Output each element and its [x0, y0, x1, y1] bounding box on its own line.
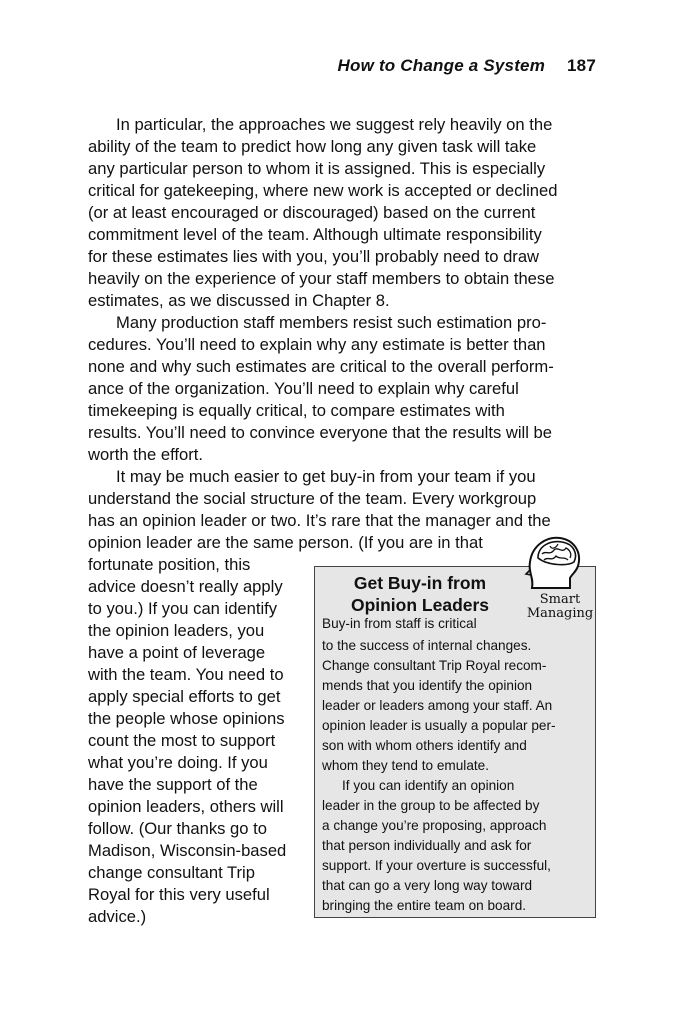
body-line: Royal for this very useful [88, 885, 270, 904]
body-line: count the most to support [88, 731, 276, 750]
body-line: none and why such estimates are critical to the overall perform- [88, 357, 554, 376]
sidebar-line: leader in the group to be affected by [322, 798, 540, 813]
running-title: How to Change a System [337, 56, 546, 75]
body-line: advice.) [88, 907, 147, 926]
body-line: to you.) If you can identify [88, 599, 278, 618]
body-line: ability of the team to predict how long any given task will take [88, 137, 537, 156]
body-line: have the support of the [88, 775, 258, 794]
sidebar-line: mends that you identify the opinion [322, 678, 533, 693]
sidebar-line: whom they tend to emulate. [322, 758, 489, 773]
body-line: opinion leader are the same person. (If you are in that [88, 533, 483, 552]
logo-text-line: Smart [539, 592, 581, 607]
body-line: cedures. You’ll need to explain why any estimate is better than [88, 335, 546, 354]
body-line: advice doesn’t really apply [88, 577, 283, 596]
smart-managing-logo [520, 593, 600, 621]
body-line: any particular person to whom it is assigned. This is especially [88, 159, 546, 178]
body-line: for these estimates lies with you, you’ll probably need to draw [88, 247, 540, 266]
sidebar-line: that person individually and ask for [322, 838, 532, 853]
body-line: have a point of leverage [88, 643, 266, 662]
body-line: with the team. You need to [88, 665, 284, 684]
head-with-brain-icon [524, 532, 584, 590]
body-line: the opinion leaders, you [88, 621, 265, 640]
body-line: understand the social structure of the team. Every workgroup [88, 489, 537, 508]
sidebar-line: bringing the entire team on board. [322, 898, 527, 913]
sidebar-line: Buy-in from staff is critical [322, 616, 477, 631]
body-line: estimates, as we discussed in Chapter 8. [88, 291, 390, 310]
body-line: what you’re doing. If you [88, 753, 268, 772]
body-line: critical for gatekeeping, where new work is accepted or declined [88, 181, 558, 200]
running-header [338, 56, 596, 76]
sidebar-line: support. If your overture is successful, [322, 858, 551, 873]
body-line: commitment level of the team. Although ultimate responsibility [88, 225, 542, 244]
sidebar-line: a change you’re proposing, approach [322, 818, 547, 833]
body-line: change consultant Trip [88, 863, 255, 882]
body-line: Many production staff members resist such estimation pro- [116, 313, 547, 332]
sidebar-line: Change consultant Trip Royal recom- [322, 658, 547, 673]
sidebar-line: If you can identify an opinion [342, 778, 515, 793]
body-line: It may be much easier to get buy-in from your team if you [116, 467, 536, 486]
body-line: results. You’ll need to convince everyone that the results will be [88, 423, 552, 442]
body-line: timekeeping is equally critical, to compare estimates with [88, 401, 505, 420]
body-line: the people whose opinions [88, 709, 285, 728]
body-line: In particular, the approaches we suggest rely heavily on the [116, 115, 553, 134]
body-line: apply special efforts to get [88, 687, 281, 706]
page-number: 187 [567, 56, 596, 75]
body-line: opinion leaders, others will [88, 797, 284, 816]
body-line: heavily on the experience of your staff members to obtain these [88, 269, 555, 288]
body-line: ance of the organization. You’ll need to explain why careful [88, 379, 519, 398]
sidebar-line: opinion leader is usually a popular per- [322, 718, 556, 733]
sidebar-line: that can go a very long way toward [322, 878, 533, 893]
sidebar-line: son with whom others identify and [322, 738, 527, 753]
sidebar-line: leader or leaders among your staff. An [322, 698, 553, 713]
sidebar-line: to the success of internal changes. [322, 638, 532, 653]
body-line: (or at least encouraged or discouraged) based on the current [88, 203, 536, 222]
body-line: follow. (Our thanks go to [88, 819, 267, 838]
body-line: worth the effort. [88, 445, 203, 464]
logo-text-line: Managing [526, 606, 594, 621]
sidebar-title-line: Get Buy-in from [353, 573, 487, 593]
body-line: fortunate position, this [88, 555, 251, 574]
body-line: Madison, Wisconsin-based [88, 841, 287, 860]
sidebar-title-line: Opinion Leaders [350, 595, 490, 615]
body-line: has an opinion leader or two. It’s rare that the manager and the [88, 511, 551, 530]
